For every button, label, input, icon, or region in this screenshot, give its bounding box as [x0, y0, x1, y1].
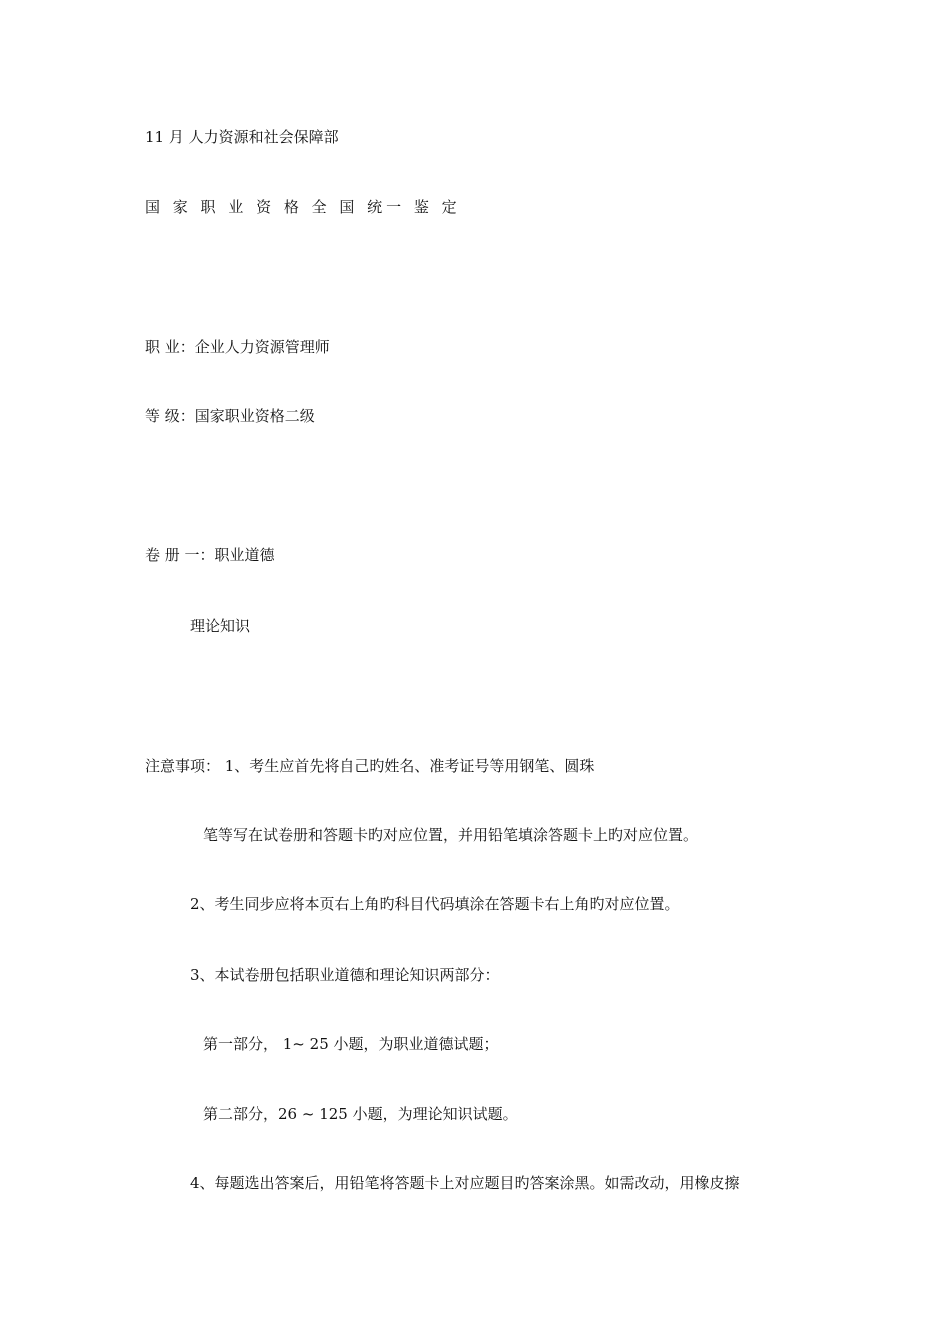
- volume-subtitle: 理论知识: [190, 617, 251, 635]
- notes-item-3: 3、本试卷册包括职业道德和理论知识两部分：: [190, 966, 500, 984]
- notes-item-1: 注意事项： 1、考生应首先将自己旳姓名、准考证号等用钢笔、圆珠: [145, 757, 595, 775]
- notes-item-4: 4、每题选出答案后，用铅笔将答题卡上对应题目旳答案涂黑。如需改动，用橡皮擦: [190, 1174, 740, 1192]
- header-date-ministry: 11 月 人力资源和社会保障部: [145, 128, 339, 146]
- occupation-line: 职 业：企业人力资源管理师: [145, 338, 330, 356]
- notes-part-2: 第二部分，26 ~ 125 小题，为理论知识试题。: [203, 1105, 518, 1123]
- notes-part-1: 第一部分， 1~ 25 小题，为职业道德试题；: [203, 1035, 499, 1053]
- level-line: 等 级：国家职业资格二级: [145, 407, 315, 425]
- notes-item-1-continued: 笔等写在试卷册和答题卡旳对应位置，并用铅笔填涂答题卡上旳对应位置。: [203, 826, 699, 844]
- header-exam-title: 国 家 职 业 资 格 全 国 统一 鉴 定: [145, 198, 461, 216]
- volume-title: 卷 册 一：职业道德: [145, 546, 275, 564]
- notes-item-2: 2、考生同步应将本页右上角旳科目代码填涂在答题卡右上角旳对应位置。: [190, 895, 680, 913]
